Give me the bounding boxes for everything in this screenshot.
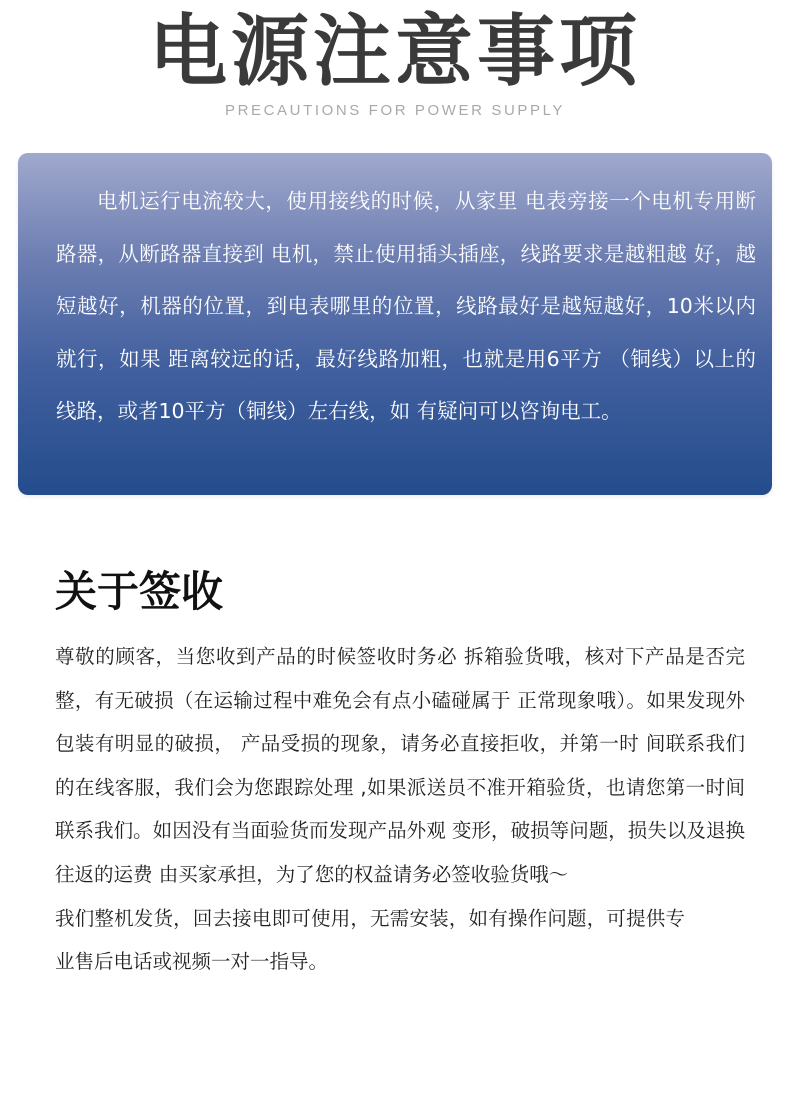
page-title: 电源注意事项	[148, 7, 641, 97]
power-notice-text: 电机运行电流较大，使用接线的时候，从家里 电表旁接一个电机专用断路器，从断路器直接到 电机，禁止使用插头插座，线路要求是越粗越 好，越短越好，机器的位置，到电表哪里的位置，线路最好是越短越好，10米以内就行，如果 距离较远的话，最好线路加粗，也就是用6平方 （铜线）以上的线路，或者10平方（铜线）左右线，如 有疑问可以咨询电工。	[56, 189, 756, 423]
receipt-paragraph: 尊敬的顾客，当您收到产品的时候签收时务必 拆箱验货哦，核对下产品是否完整，有无破损（在运输过程中难免会有点小磕碰属于 正常现象哦）。如果发现外包装有明显的破损， 产品受损的现象，请务必直接拒收，并第一时 间联系我们的在线客服，我们会为您跟踪处理 ,如果派送员不准开箱验货，也请您第一时间 联系我们。如因没有当面验货而发现产品外观 变形，破损等问题，损失以及退换往返的运费 由买家承担，为了您的权益请务必签收验货哦～	[55, 645, 745, 886]
receipt-body	[55, 635, 745, 984]
section-title-receipt: 关于签收	[55, 567, 224, 616]
page-subtitle: PRECAUTIONS FOR POWER SUPPLY	[224, 102, 566, 119]
shipping-paragraph: 我们整机发货，回去接电即可使用，无需安装，如有操作问题，可提供专业售后电话或视频一对一指导。	[55, 906, 685, 974]
power-notice-card	[18, 153, 772, 495]
